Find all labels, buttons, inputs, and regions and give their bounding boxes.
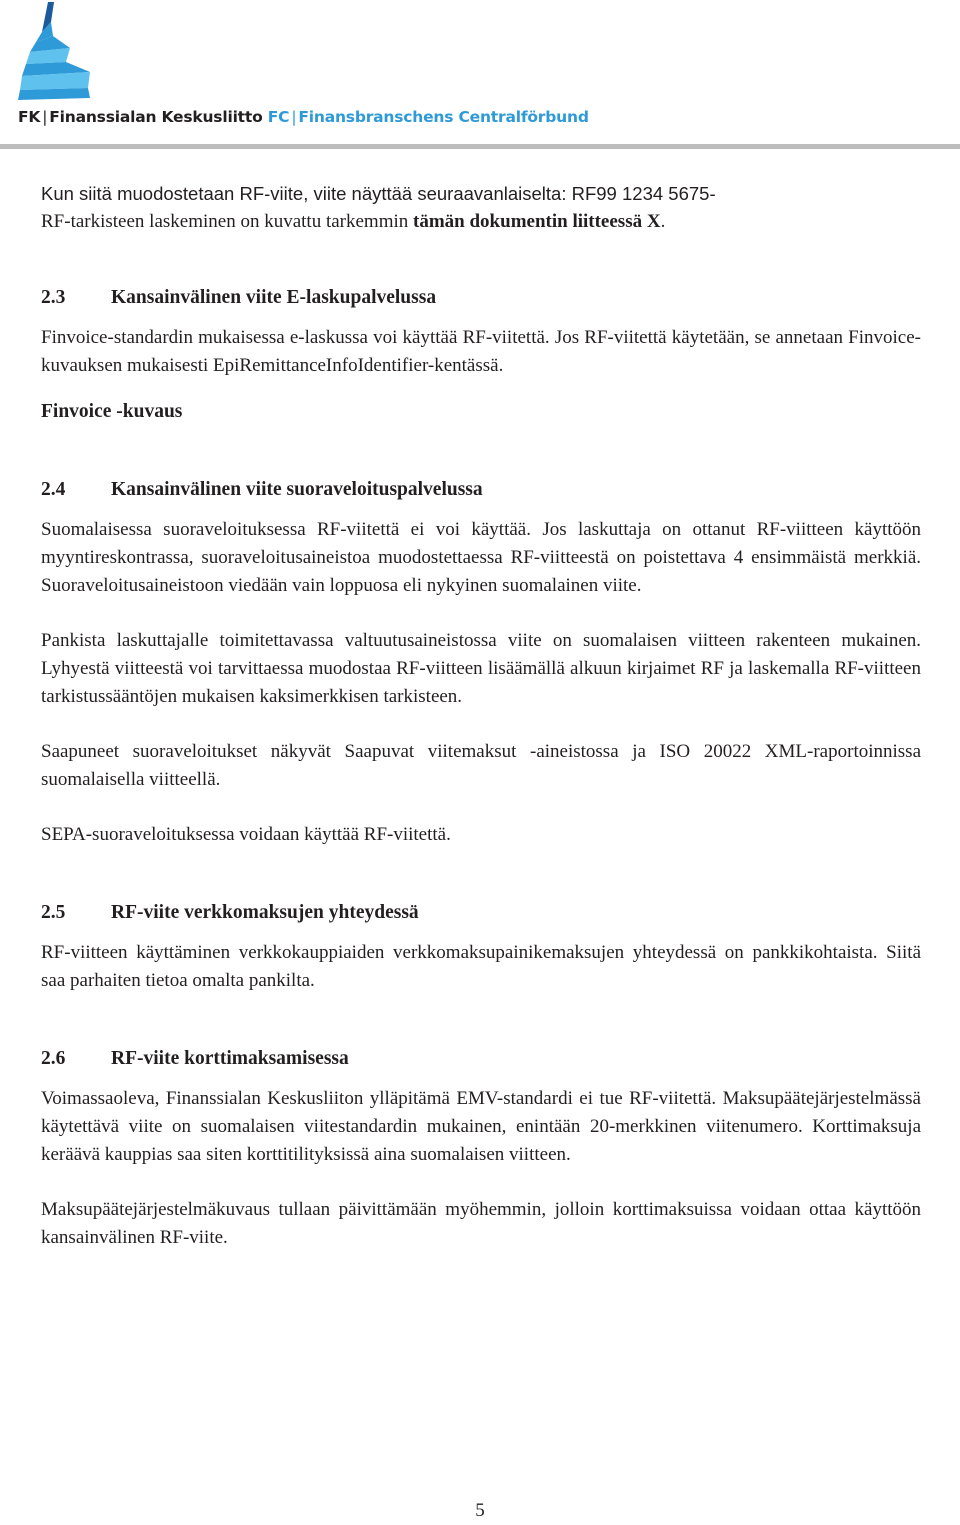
paragraph: Maksupäätejärjestelmäkuvaus tullaan päivittämään myöhemmin, jolloin korttimaksuissa voidaan ottaa käyttöön kansainvälinen RF-viite. [41, 1199, 921, 1248]
intro-line-2-text: RF-tarkisteen laskeminen on kuvattu tarkemmin [41, 211, 414, 232]
section-title: RF-viite verkkomaksujen yhteydessä [111, 902, 419, 923]
fk-logo-icon [18, 2, 92, 100]
paragraph: Finvoice-standardin mukaisessa e-laskussa voi käyttää RF-viitettä. Jos RF-viitettä käytetään, se annetaan Finvoice-kuvauksen mukaisesti EpiRemittanceInfoIdentifier-kentässä. [41, 327, 921, 376]
section-heading-2-6 [41, 1045, 921, 1073]
section-title: RF-viite korttimaksamisessa [111, 1048, 349, 1069]
paragraph: Suomalaisessa suoraveloituksessa RF-viitettä ei voi käyttää. Jos laskuttaja on ottanut RF-viitteen käyttöön myyntireskontrassa, suoraveloitusaineistoa muodostettaessa RF-viitteestä on poistettava 4 ensimmäistä merkkiä. Suoraveloitusaineistoon viedään vain loppuosa eli nykyinen suomalainen viite. [41, 519, 921, 596]
section-number: 2.5 [41, 902, 66, 923]
page-number: 5 [475, 1500, 485, 1521]
org-se-name: Finansbranschens Centralförbund [298, 108, 589, 126]
section-title: Kansainvälinen viite E-laskupalvelussa [111, 287, 437, 308]
section-heading-2-4 [41, 476, 921, 504]
org-separator-2: | [291, 108, 297, 126]
paragraph: Saapuneet suoraveloitukset näkyvät Saapuvat viitemaksut -aineistossa ja ISO 20022 XML-raportoinnissa suomalaisella viitteellä. [41, 741, 921, 790]
org-separator: | [42, 108, 48, 126]
section-number: 2.6 [41, 1048, 66, 1069]
section-number: 2.4 [41, 479, 66, 500]
paragraph: Voimassaoleva, Finanssialan Keskusliiton ylläpitämä EMV-standardi ei tue RF-viitettä. Maksupäätejärjestelmässä käytettävä viite on suomalaisen viitestandardin mukainen, enintään 20-merkkinen viitenumero. Korttimaksuja keräävä kauppias saa siten korttitilityksissä aina suomalaisen viitteen. [41, 1088, 921, 1165]
intro-line-2-end: . [660, 211, 666, 232]
intro-line-1: Kun siitä muodostetaan RF-viite, viite näyttää seuraavanlaiselta: RF99 1234 5675- [41, 183, 716, 204]
page-header [0, 0, 960, 152]
org-fi-name: Finanssialan Keskusliitto [49, 108, 263, 126]
paragraph: SEPA-suoraveloituksessa voidaan käyttää RF-viitettä. [41, 824, 451, 845]
finvoice-subheading: Finvoice -kuvaus [41, 401, 183, 422]
paragraph: RF-viitteen käyttäminen verkkokauppiaiden verkkomaksupainikemaksujen yhteydessä on pankkikohtaista. Siitä saa parhaiten tietoa omalta pankilta. [41, 942, 921, 991]
intro-line-2 [41, 208, 921, 236]
section-title: Kansainvälinen viite suoraveloituspalvelussa [111, 479, 483, 500]
section-heading-2-3 [41, 284, 921, 312]
organization-name [18, 108, 589, 126]
section-number: 2.3 [41, 287, 66, 308]
header-divider [0, 144, 960, 149]
section-heading-2-5 [41, 899, 921, 927]
org-fi-abbr: FK [18, 108, 41, 126]
org-se-abbr: FC [267, 108, 290, 126]
paragraph: Pankista laskuttajalle toimitettavassa valtuutusaineistossa viite on suomalaisen viitteen rakenteen mukainen. Lyhyestä viitteestä voi tarvittaessa muodostaa RF-viitteen lisäämällä alkuun kirjaimet RF ja laskemalla RF-viitteen tarkistussääntöjen mukaisen kaksimerkkisen tarkisteen. [41, 630, 921, 707]
appendix-reference: tämän dokumentin liitteessä X [413, 211, 661, 232]
document-body [41, 180, 921, 1252]
